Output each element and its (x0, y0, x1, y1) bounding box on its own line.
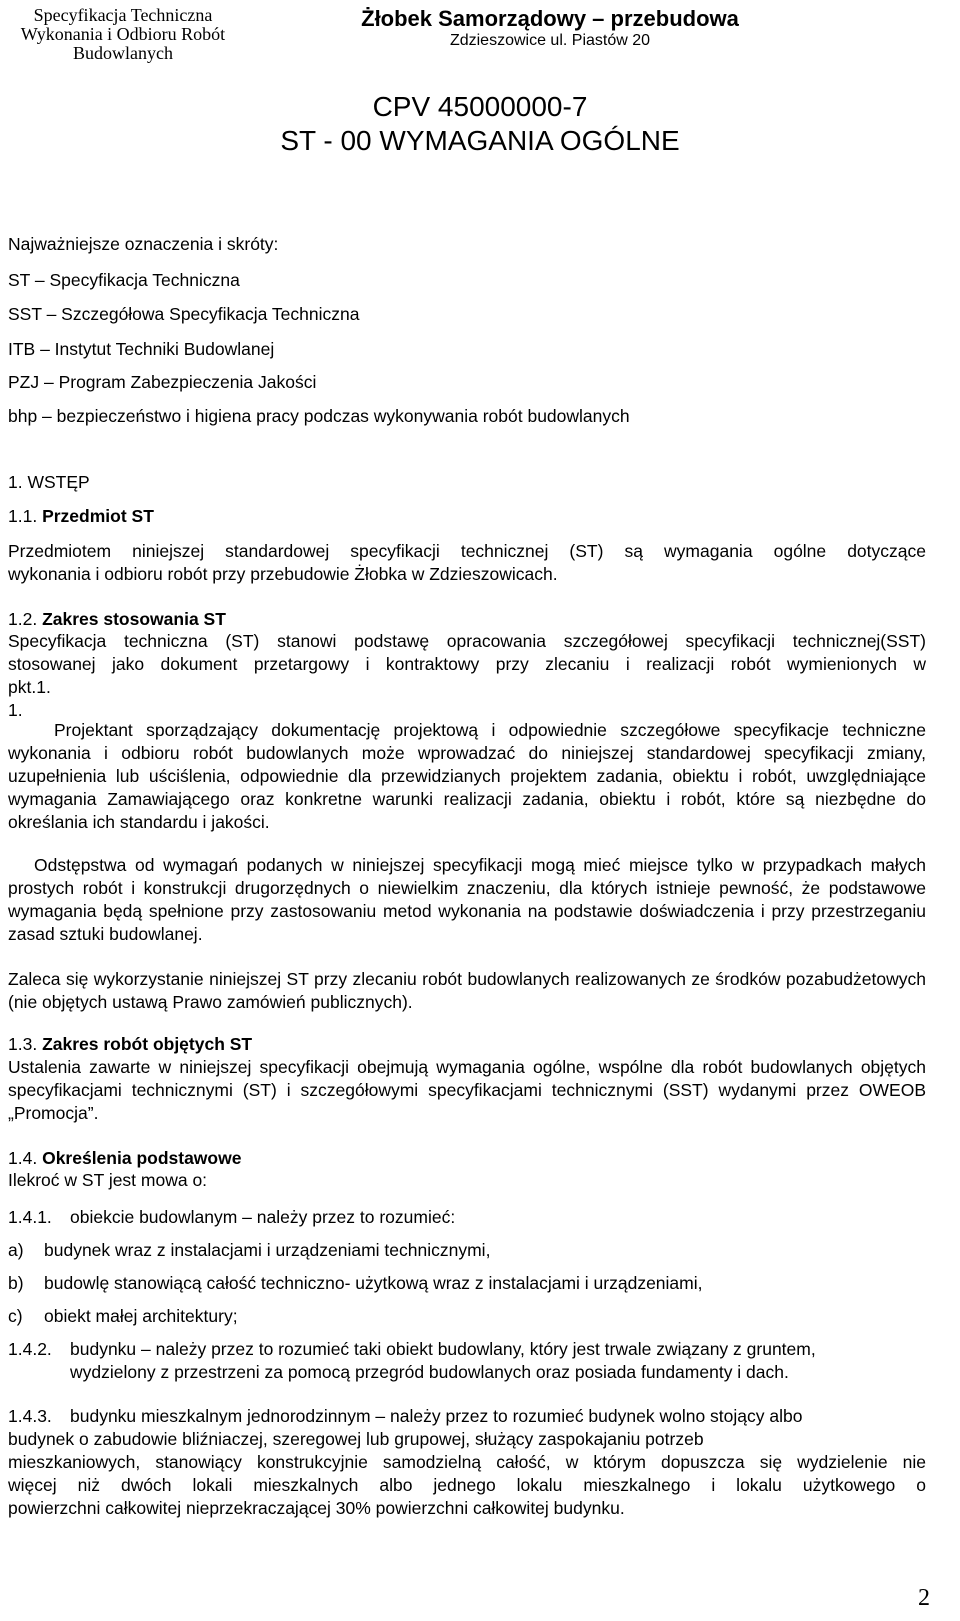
list-text: obiekt małej architektury; (44, 1306, 238, 1326)
paragraph-line: wydzielony z przestrzeni za pomocą przegród budowlanych oraz posiada fundamenty i dach. (70, 1362, 789, 1382)
subsection-title: Zakres robót objętych ST (42, 1034, 253, 1054)
abbreviation-item: ST – Specyfikacja Techniczna (8, 270, 240, 290)
subsection-number: 1.1. (8, 506, 38, 526)
header-left-line-1: Specyfikacja Techniczna (33, 5, 213, 25)
definition-item (8, 1207, 455, 1228)
list-letter: b) (8, 1273, 24, 1293)
list-text: budynek wraz z instalacjami i urządzeniami technicznymi, (44, 1240, 491, 1260)
paragraph: Projektant sporządzający dokumentację projektową i odpowiednie szczegółowe specyfikacje techniczne wykonania i odbioru robót budowlanych może wprowadzać do niniejszej standardowej specyfikacji zmiany, uzupełnienia lub uściślenia, odpowiednie dla przewidzianych projektem zadania, obiektu i robót, uwzględniające wymagania Zamawiającego oraz konkretne warunki realizacji zadania, obiektu i robót, które są niezbędne do określania ich standardu i jakości. (8, 720, 926, 832)
header-title: Żłobek Samorządowy – przebudowa (361, 6, 739, 31)
paragraph-line: Ilekroć w ST jest mowa o: (8, 1170, 208, 1190)
paragraph-line: pkt.1. (8, 677, 51, 697)
subsection-title: Zakres stosowania ST (42, 609, 226, 629)
definition-item (8, 1339, 816, 1360)
definition-item (8, 1406, 802, 1427)
definition-text: obiekcie budowlanym – należy przez to rozumieć: (70, 1207, 456, 1227)
cpv-code: CPV 45000000-7 (372, 91, 588, 122)
subsection-heading (8, 1034, 252, 1055)
header-left-line-3: Budowlanych (73, 43, 173, 63)
list-text: budowlę stanowiącą całość techniczno- użytkową wraz z instalacjami i urządzeniami, (44, 1273, 703, 1293)
abbreviation-item: SST – Szczegółowa Specyfikacja Techniczna (8, 304, 360, 324)
abbreviations-heading: Najważniejsze oznaczenia i skróty: (8, 234, 279, 254)
paragraph-line: Specyfikacja techniczna (ST) stanowi podstawę opracowania szczegółowej specyfikacji technicznej(SST) (8, 631, 926, 651)
paragraph: Odstępstwa od wymagań podanych w niniejszej specyfikacji mogą mieć miejsce tylko w przypadkach małych prostych robót i konstrukcji drugorzędnych o niewielkim znaczeniu, dla których istnieje pewność, że podstawowe wymagania będą spełnione przy zastosowaniu metod wykonania na podstawie doświadczenia i przy przestrzeganiu zasad sztuki budowlanej. (8, 855, 926, 944)
subsection-title: Określenia podstawowe (42, 1148, 242, 1168)
list-letter: a) (8, 1240, 24, 1260)
subsection-number: 1.2. (8, 609, 38, 629)
abbreviation-item: PZJ – Program Zabezpieczenia Jakości (8, 372, 317, 392)
paragraph-line: powierzchni całkowitej nieprzekraczającej 30% powierzchni całkowitej budynku. (8, 1498, 625, 1518)
document-title-block (0, 90, 960, 158)
definition-number: 1.4.2. (8, 1339, 52, 1359)
paragraph-line: wykonania i odbioru robót przy przebudowie Żłobka w Zdzieszowicach. (8, 564, 558, 584)
definition-number: 1.4.1. (8, 1207, 52, 1227)
document-header-left (8, 6, 238, 63)
definition-text: budynku mieszkalnym jednorodzinnym – należy przez to rozumieć budynek wolno stojący albo (70, 1406, 803, 1426)
list-item (8, 1273, 703, 1294)
subsection-number: 1.3. (8, 1034, 38, 1054)
list-item (8, 1240, 490, 1261)
subsection-title: Przedmiot ST (42, 506, 154, 526)
list-letter: c) (8, 1306, 23, 1326)
header-left-line-2: Wykonania i Odbioru Robót (20, 24, 226, 44)
paragraph: Zaleca się wykorzystanie niniejszej ST przy zlecaniu robót budowlanych realizowanych ze środków pozabudżetowych (nie objętych ustawą Prawo zamówień publicznych). (8, 969, 926, 1012)
paragraph: Ustalenia zawarte w niniejszej specyfikacji obejmują wymagania ogólne, wspólne dla robót budowlanych objętych specyfikacjami technicznymi (ST) i szczegółowymi specyfikacjami technicznymi (SST) wydanymi przez OWEOB „Promocja”. (8, 1057, 926, 1123)
definition-text: budynku – należy przez to rozumieć taki obiekt budowlany, który jest trwale związany z gruntem, (70, 1339, 816, 1359)
abbreviation-item: ITB – Instytut Techniki Budowlanej (8, 339, 275, 359)
spec-title: ST - 00 WYMAGANIA OGÓLNE (280, 125, 680, 156)
header-address: Zdzieszowice ul. Piastów 20 (449, 32, 651, 49)
subsection-heading (8, 506, 154, 527)
paragraph-line: stosowanej jako dokument przetargowy i kontraktowy przy zlecaniu i realizacji robót wymienionych w (8, 654, 926, 674)
document-header-right (345, 6, 755, 50)
page-number: 2 (918, 1585, 930, 1611)
section-heading: 1. WSTĘP (8, 472, 90, 492)
abbreviation-item: bhp – bezpieczeństwo i higiena pracy podczas wykonywania robót budowlanych (8, 406, 630, 426)
paragraph-line: budynek o zabudowie bliźniaczej, szeregowej lub grupowej, służący zaspokajaniu potrzeb (8, 1429, 704, 1449)
definition-number: 1.4.3. (8, 1406, 52, 1426)
paragraph-line: 1. (8, 700, 23, 720)
subsection-number: 1.4. (8, 1148, 38, 1168)
paragraph-line: więcej niż dwóch lokali mieszkalnych albo jednego lokalu mieszkalnego i lokalu użytkowego o (8, 1475, 926, 1495)
paragraph-line: Przedmiotem niniejszej standardowej specyfikacji technicznej (ST) są wymagania ogólne dotyczące (8, 541, 926, 561)
subsection-heading (8, 1148, 241, 1169)
subsection-heading (8, 609, 226, 630)
paragraph-line: mieszkaniowych, stanowiący konstrukcyjnie samodzielną całość, w którym dopuszcza się wydzielenie nie (8, 1452, 926, 1472)
list-item (8, 1306, 238, 1327)
